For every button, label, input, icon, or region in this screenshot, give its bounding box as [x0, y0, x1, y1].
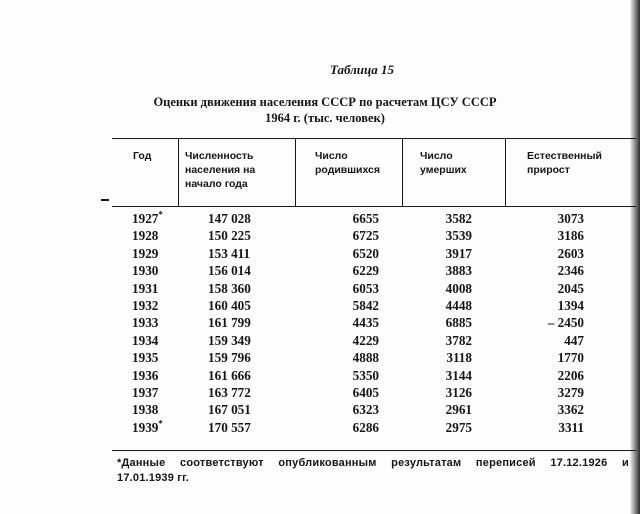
cell-year: 1934: [132, 332, 159, 348]
cell-year: 1937: [132, 384, 159, 400]
margin-mark: [101, 199, 109, 201]
header-growth: Естественный прирост: [527, 150, 602, 176]
header-population: Численность населения на начало года: [185, 150, 256, 190]
cell-births: 6229: [352, 263, 379, 279]
cell-year: 1929: [132, 245, 159, 261]
cell-year: 1930: [132, 263, 159, 279]
table-title: Оценки движения населения СССР по расчетам ЦСУ СССР: [153, 95, 497, 109]
cell-growth: 3279: [557, 384, 584, 400]
cell-growth: 2603: [557, 245, 584, 261]
header-births: Число родившихся: [315, 150, 381, 176]
cell-births: 5842: [352, 297, 379, 313]
table-row: [0, 384, 640, 401]
table-bottom-rule: [112, 450, 636, 451]
table-row: [0, 227, 640, 244]
column-divider: [402, 138, 403, 207]
cell-population: 170 557: [208, 419, 251, 435]
cell-deaths: 3782: [445, 332, 472, 348]
cell-births: 5350: [352, 367, 379, 383]
cell-population: 150 225: [208, 228, 251, 244]
cell-growth: 3362: [557, 402, 584, 418]
table-row: [0, 349, 640, 366]
cell-year: 1936: [132, 367, 159, 383]
cell-population: 159 796: [208, 350, 251, 366]
cell-births: 4888: [352, 350, 379, 366]
table-row: [0, 314, 640, 331]
cell-births: 4435: [352, 315, 379, 331]
cell-births: 6323: [352, 402, 379, 418]
table-row: [0, 401, 640, 418]
cell-population: 159 349: [208, 332, 251, 348]
header-year: Год: [133, 150, 152, 162]
cell-deaths: 3539: [445, 228, 472, 244]
cell-growth: 3073: [557, 211, 584, 226]
cell-births: 6286: [352, 419, 379, 435]
cell-births: 6655: [352, 211, 379, 226]
table-row: [0, 245, 640, 262]
cell-population: 160 405: [208, 297, 251, 313]
table-caption: Таблица 15: [330, 62, 395, 77]
cell-population: 161 799: [208, 315, 251, 331]
cell-year: 1935: [132, 350, 159, 366]
cell-year: 1932: [132, 297, 159, 313]
column-divider: [178, 138, 179, 207]
cell-year: 1927*: [132, 209, 163, 226]
cell-births: 6520: [352, 245, 379, 261]
table-row: [0, 280, 640, 297]
table-subtitle: 1964 г. (тыс. человек): [265, 111, 385, 125]
cell-growth: 3186: [557, 228, 584, 244]
cell-year: 1928: [132, 228, 159, 244]
column-divider: [295, 138, 296, 207]
cell-deaths: 3917: [445, 245, 472, 261]
cell-population: 153 411: [208, 245, 251, 261]
cell-deaths: 4448: [445, 297, 472, 313]
cell-population: 161 666: [208, 367, 251, 383]
cell-growth: 3311: [558, 419, 584, 435]
cell-population: 163 772: [208, 384, 251, 400]
cell-deaths: 4008: [445, 280, 472, 296]
cell-deaths: 6885: [445, 315, 472, 331]
footnote-continued: 17.01.1939 гг.: [117, 472, 190, 484]
cell-births: 6725: [352, 228, 379, 244]
table-row: [0, 332, 640, 349]
cell-population: 147 028: [208, 211, 251, 226]
table-row: [0, 297, 640, 314]
cell-deaths: 2961: [445, 402, 472, 418]
cell-year: 1931: [132, 280, 159, 296]
cell-growth: 2045: [557, 280, 584, 296]
cell-year: 1939*: [132, 418, 163, 435]
cell-deaths: 3118: [446, 350, 472, 366]
header-deaths: Число умерших: [420, 150, 467, 176]
cell-population: 158 360: [208, 280, 251, 296]
cell-growth: 1394: [557, 297, 584, 313]
table-row: [0, 419, 640, 436]
cell-deaths: 3582: [445, 211, 472, 226]
table-body: [0, 210, 640, 436]
cell-year: 1938: [132, 402, 159, 418]
cell-deaths: 3126: [445, 384, 472, 400]
cell-births: 6405: [352, 384, 379, 400]
column-divider: [505, 138, 506, 207]
cell-births: 4229: [352, 332, 379, 348]
cell-growth: – 2450: [547, 315, 584, 331]
cell-population: 156 014: [208, 263, 251, 279]
cell-growth: 2346: [557, 263, 584, 279]
table-row: [0, 262, 640, 279]
table-header-rule: [112, 206, 636, 207]
cell-births: 6053: [352, 280, 379, 296]
cell-growth: 2206: [557, 367, 584, 383]
table-row: [0, 367, 640, 384]
table-top-rule: [112, 138, 636, 139]
cell-deaths: 3144: [445, 367, 472, 383]
cell-growth: 447: [564, 332, 584, 348]
cell-year: 1933: [132, 315, 159, 331]
cell-growth: 1770: [557, 350, 584, 366]
cell-deaths: 2975: [445, 419, 472, 435]
cell-population: 167 051: [208, 402, 251, 418]
cell-deaths: 3883: [445, 263, 472, 279]
table-row: [0, 210, 640, 227]
footnote: *Данные соответствуют опубликованным результатам переписей 17.12.1926 и: [117, 457, 629, 469]
